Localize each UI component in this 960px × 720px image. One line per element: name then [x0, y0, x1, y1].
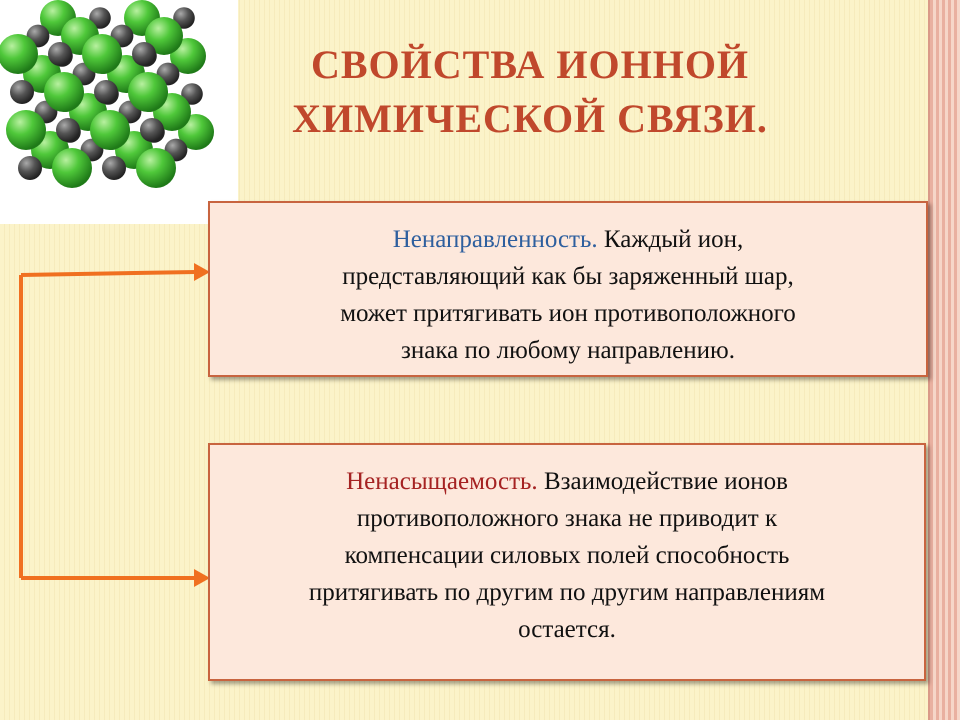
title-line-1: СВОЙСТВА ИОННОЙ — [310, 42, 750, 87]
property-text: Взаимодействие ионов — [537, 468, 788, 495]
property-line-2: представляющий как бы заряженный шар, — [342, 263, 794, 290]
property-line-3: может притягивать ион противоположного — [340, 300, 796, 327]
property-line-2: противоположного знака не приводит к — [356, 505, 778, 532]
property-card-nondirectional — [208, 201, 928, 377]
property-card-nonsaturable — [208, 443, 926, 681]
property-line-1 — [210, 221, 926, 258]
bracket-connector — [0, 0, 240, 720]
property-line-4: знака по любому направлению. — [401, 337, 735, 364]
property-term: Ненасыщаемость. — [346, 468, 538, 495]
connector-top-arm — [21, 272, 196, 275]
property-line-5: остается. — [518, 616, 616, 643]
title-line-2: ХИМИЧЕСКОЙ СВЯЗИ. — [292, 96, 768, 141]
right-decorative-stripe — [930, 0, 960, 720]
property-line-1 — [210, 463, 924, 500]
property-text: Каждый ион, — [597, 226, 744, 253]
property-line-3: компенсации силовых полей способность — [344, 542, 790, 569]
property-line-4: притягивать по другим по другим направлениям — [308, 579, 826, 606]
slide-title — [240, 38, 820, 146]
property-term: Ненаправленность. — [392, 226, 598, 253]
